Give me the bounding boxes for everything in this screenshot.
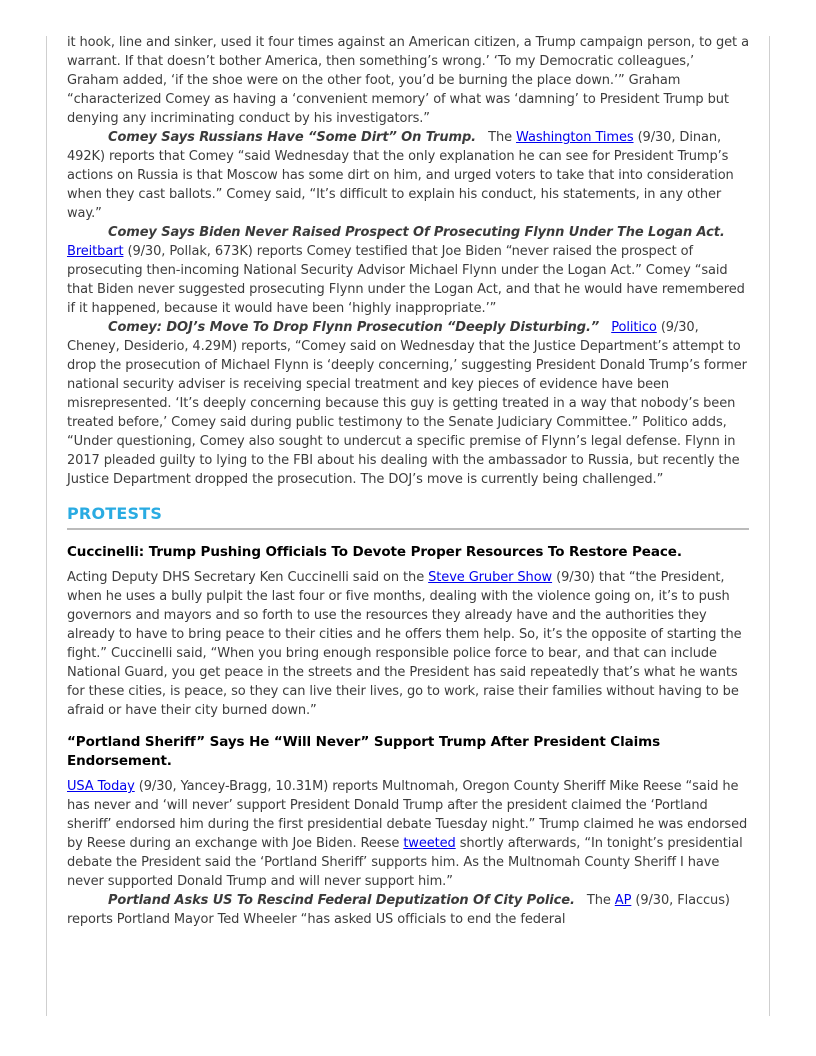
section-heading: PROTESTS xyxy=(67,504,163,523)
text-segment: Acting Deputy DHS Secretary Ken Cuccinelli said on the xyxy=(67,570,429,585)
page-edge-left xyxy=(46,36,47,1016)
paragraph xyxy=(67,318,749,489)
text-segment xyxy=(599,320,611,335)
story-lead-in: Comey Says Russians Have “Some Dirt” On Trump. xyxy=(108,130,477,145)
story-lead-in: Comey: DOJ’s Move To Drop Flynn Prosecution “Deeply Disturbing.” xyxy=(108,320,600,335)
section-rule xyxy=(67,528,749,530)
story-lead-in: Portland Asks US To Rescind Federal Deputization Of City Police. xyxy=(108,893,575,908)
inline-link[interactable]: Washington Times xyxy=(516,130,634,145)
text-segment xyxy=(725,225,733,240)
paragraph xyxy=(67,33,749,128)
text-segment: (9/30, Pollak, 673K) reports Comey testified that Joe Biden “never raised the prospect of prosecuting then-incoming National Security Advisor Michael Flynn under the Logan Act.” Comey “said that Biden never suggested prosecuting Flynn under the Logan Act, and that he would have remembered if it happened, because it would have been ‘highly inappropriate.’” xyxy=(67,244,745,316)
page-edge-right xyxy=(769,36,770,1016)
text-segment: The xyxy=(574,893,615,908)
text-segment: (9/30, Yancey-Bragg, 10.31M) reports Multnomah, Oregon County Sheriff Mike Reese “said he has never and ‘will never’ support President Donald Trump after the president claimed the ‘Portland sheriff’ endorsed him during the first presidential debate Tuesday night.” Trump claimed he was endorsed by Reese during an exchange with Joe Biden. Reese xyxy=(67,779,748,851)
inline-link[interactable]: Steve Gruber Show xyxy=(428,570,553,585)
inline-link[interactable]: USA Today xyxy=(67,779,135,794)
text-segment: it hook, line and sinker, used it four times against an American citizen, a Trump campaign person, to get a warrant. If that doesn’t bother America, then something’s wrong.’ ‘To my Democratic colleagues,’ Graham added, ‘if the shoe were on the other foot, you’d be burning the place down.’” Graham “characterized Comey as having a ‘convenient memory’ of what was ‘damning’ to President Trump but denying any incriminating conduct by his investigators.” xyxy=(67,35,749,126)
inline-link[interactable]: AP xyxy=(614,893,632,908)
inline-link[interactable]: Politico xyxy=(611,320,657,335)
paragraph xyxy=(67,223,749,318)
inline-link[interactable]: tweeted xyxy=(403,836,456,851)
paragraph xyxy=(67,891,749,929)
text-segment: shortly afterwards, “In tonight’s presidential debate the President said the ‘Portland Sheriff’ supports him. As the Multnomah County Sheriff I have never supported Donald Trump and will never support him.” xyxy=(67,836,743,889)
story-headline: “Portland Sheriff” Says He “Will Never” Support Trump After President Claims Endorsement. xyxy=(67,734,661,769)
text-segment: (9/30) that “the President, when he uses a bully pulpit the last four or five months, dealing with the violence going on, it’s to push governors and mayors and so forth to use the resources they already have and the authorities they already to have to bring peace to their cities and he offers them help. So, it’s the opposite of starting the fight.” Cuccinelli said, “When you bring enough responsible police force to bear, and that can include National Guard, you get peace in the streets and the President has said repeatedly that’s what he wants for these cities, is peace, so they can live their lives, go to work, raise their families without having to be afraid or have their city burned down.” xyxy=(67,570,742,718)
paragraph xyxy=(67,777,749,891)
story-lead-in: Comey Says Biden Never Raised Prospect Of Prosecuting Flynn Under The Logan Act. xyxy=(108,225,725,240)
text-segment: (9/30, Dinan, 492K) reports that Comey “said Wednesday that the only explanation he can see for President Trump’s actions on Russia is that Moscow has some dirt on him, and urged voters to take that into consideration when they cast ballots.” Comey said, “It’s difficult to explain his conduct, his statements, in any other way.” xyxy=(67,130,734,221)
text-segment: The xyxy=(476,130,517,145)
text-segment: (9/30, Cheney, Desiderio, 4.29M) reports, “Comey said on Wednesday that the Justice Department’s attempt to drop the prosecution of Michael Flynn is ‘deeply concerning,’ suggesting President Donald Trump’s former national security adviser is receiving special treatment and key pieces of evidence have been misrepresented. ‘It’s deeply concerning because this guy is getting treated in a way that nobody’s been treated before,’ Comey said during public testimony to the Senate Judiciary Committee.” Politico adds, “Under questioning, Comey also sought to undercut a specific premise of Flynn’s legal defense. Flynn in 2017 pleaded guilty to lying to the FBI about his dealing with the ambassador to Russia, but recently the Justice Department dropped the prosecution. The DOJ’s move is currently being challenged.” xyxy=(67,320,747,487)
text-segment: (9/30, Flaccus) reports Portland Mayor Ted Wheeler “has asked US officials to end the federal xyxy=(67,893,730,927)
paragraph xyxy=(67,568,749,720)
document-content xyxy=(67,33,749,929)
paragraph xyxy=(67,128,749,223)
story-headline: Cuccinelli: Trump Pushing Officials To Devote Proper Resources To Restore Peace. xyxy=(67,544,682,560)
inline-link[interactable]: Breitbart xyxy=(67,244,124,259)
